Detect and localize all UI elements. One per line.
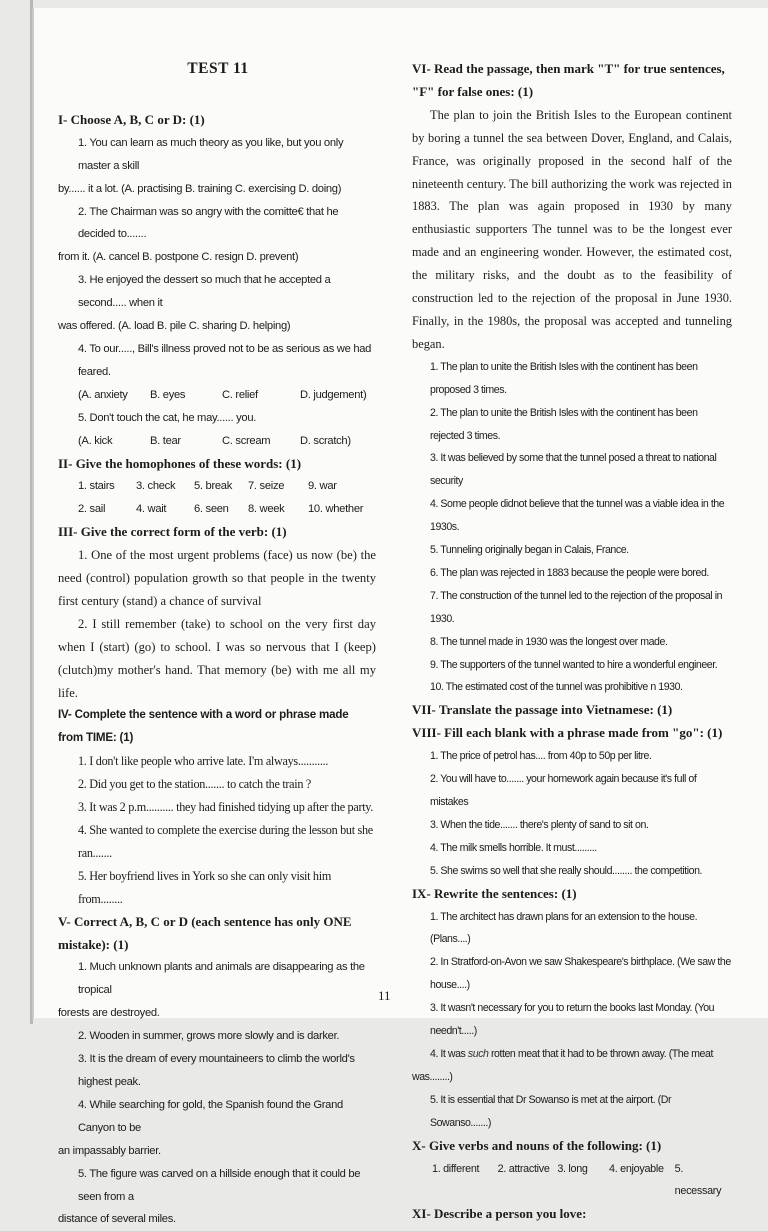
s6-item: 10. The estimated cost of the tunnel was prohibitive n 1930. (430, 681, 683, 694)
s5-q5-line2: distance of several miles. (58, 1213, 176, 1226)
word: 4. wait (136, 503, 167, 516)
word: 5. necessary (674, 1162, 722, 1198)
s4-q3: 3. It was 2 p.m.......... they had finished tidying up after the party. (78, 800, 374, 815)
s4-q2: 2. Did you get to the station....... to catch the train ? (78, 777, 312, 792)
option-a: (A. anxiety (78, 388, 128, 401)
s1-q1-line1: 1. You can learn as much theory as you like, but you only master a skill (78, 136, 344, 172)
right-column (412, 58, 732, 1226)
s3-paragraph-2: 2. I still remember (take) to school on the very first day when I (start) (go) to school. I was so nervous that I (keep)(clutch)my mother's hand. That memory (be) with me all my life. (58, 616, 376, 700)
s5-q5-line1: 5. The figure was carved on a hillside enough that it could be seen from a (78, 1167, 361, 1203)
s6-item: 7. The construction of the tunnel led to the rejection of the proposal in 1930. (430, 589, 723, 625)
s5-q3: 3. It is the dream of every mountaineers to climb the world's highest peak. (78, 1053, 355, 1088)
s6-item: 6. The plan was rejected in 1883 because the people were bored. (430, 566, 709, 579)
word: 5. break (194, 480, 233, 493)
s6-item: 1. The plan to unite the British Isles with the continent has been proposed 3 times. (430, 360, 698, 396)
s1-q1-line2: by...... it a lot. (A. practising B. training C. exercising D. doing) (58, 182, 342, 195)
s6-item: 3. It was believed by some that the tunnel posed a threat to national security (430, 452, 717, 488)
section-9-heading: IX- Rewrite the sentences: (1) (412, 885, 577, 901)
section-3-heading: III- Give the correct form of the verb: (1) (58, 524, 287, 540)
word: 8. week (248, 503, 285, 516)
s4-q4: 4. She wanted to complete the exercise during the lesson but she ran....... (78, 823, 373, 860)
option-c: C. relief (222, 388, 258, 401)
section-8-heading: VIII- Fill each blank with a phrase made from "go": (1) (412, 725, 723, 741)
word: 2. attractive (497, 1162, 550, 1175)
section-6-heading: VI- Read the passage, then mark "T" for true sentences, "F" for false ones: (1) (412, 61, 725, 99)
s5-q1-line2: forests are destroyed. (58, 1007, 160, 1020)
s9-q1: 1. The architect has drawn plans for an extension to the house. (Plans....) (430, 910, 698, 946)
option-b: B. tear (150, 434, 181, 447)
s6-item: 2. The plan to unite the British Isles with the continent has been rejected 3 times. (430, 406, 698, 442)
s9-q4-prefix: 4. It was (430, 1047, 466, 1060)
homophones-row-1 (58, 475, 376, 498)
s6-item: 5. Tunneling originally began in Calais, France. (430, 544, 629, 557)
section-2-heading: II- Give the homophones of these words: (1) (58, 455, 302, 471)
s1-q5-options (58, 430, 376, 453)
word: 10. whether (308, 503, 364, 516)
section-10-heading: X- Give verbs and nouns of the following: (1) (412, 1137, 662, 1153)
section-1-heading: I- Choose A, B, C or D: (1) (58, 111, 205, 127)
word: 6. seen (194, 503, 229, 516)
s3-paragraph-1: 1. One of the most urgent problems (face) us now (be) the need (control) population growth so that people in the twenty first century (stand) a chance of survival (58, 548, 376, 608)
page-binding-edge (30, 0, 33, 1024)
s9-q4-suffix: rotten meat that it had to be thrown away. (The meat (490, 1047, 713, 1060)
word: 7. seize (248, 480, 285, 493)
page-title: TEST 11 (187, 60, 249, 77)
s1-q2-line1: 2. The Chairman was so angry with the comitte€ that he decided to....... (78, 205, 339, 241)
s5-q2: 2. Wooden in summer, grows more slowly and is darker. (78, 1030, 340, 1043)
word: 3. long (557, 1162, 588, 1175)
word: 2. sail (78, 503, 106, 516)
s1-q3-line1: 3. He enjoyed the dessert so much that he accepted a second..... when it (78, 274, 331, 310)
option-a: (A. kick (78, 434, 113, 447)
word: 1. stairs (78, 480, 115, 493)
s8-item: 1. The price of petrol has.... from 40p to 50p per litre. (430, 750, 652, 763)
s9-q3: 3. It wasn't necessary for you to return the books last Monday. (You needn't.....) (430, 1002, 715, 1038)
s5-q1-line1: 1. Much unknown plants and animals are disappearing as the tropical (78, 961, 365, 997)
s9-q5: 5. It is essential that Dr Sowanso is met at the airport. (Dr Sowanso.......) (430, 1093, 672, 1129)
s9-q2: 2. In Stratford-on-Avon we saw Shakespeare's birthplace. (We saw the house....) (430, 956, 731, 992)
s4-q1: 1. I don't like people who arrive late. I'm always........... (78, 754, 329, 769)
s8-item: 5. She swims so well that she really should........ the competition. (430, 864, 703, 877)
s10-words (412, 1158, 732, 1204)
s6-item: 9. The supporters of the tunnel wanted to hire a wonderful engineer. (430, 658, 718, 671)
s8-item: 2. You will have to....... your homework again because it's full of mistakes (430, 773, 697, 808)
s6-item: 4. Some people didnot believe that the tunnel was a viable idea in the 1930s. (430, 498, 725, 534)
section-11-heading: XI- Describe a person you love: (412, 1206, 587, 1222)
word: 9. war (308, 480, 337, 493)
s5-q4-line1: 4. While searching for gold, the Spanish found the Grand Canyon to be (78, 1098, 343, 1134)
word: 1. different (432, 1162, 480, 1175)
left-column (58, 58, 376, 1231)
homophones-row-2 (58, 498, 376, 521)
word: 4. enjoyable (609, 1162, 664, 1175)
s4-q5: 5. Her boyfriend lives in York so she can only visit him from........ (78, 868, 331, 906)
s1-q3-line2: was offered. (A. load B. pile C. sharing D. helping) (58, 320, 291, 333)
s1-q4-line1: 4. To our....., Bill's illness proved not to be as serious as we had feared. (78, 342, 372, 378)
section-4-heading: IV- Complete the sentence with a word or phrase made from TIME: (1) (58, 708, 349, 745)
page-number: 11 (378, 988, 391, 1003)
s8-item: 3. When the tide....... there's plenty of sand to sit on. (430, 818, 649, 831)
word: 3. check (136, 480, 176, 493)
handwritten-answer: such (467, 1047, 489, 1060)
option-b: B. eyes (150, 388, 186, 401)
s6-item: 8. The tunnel made in 1930 was the longest over made. (430, 635, 668, 648)
s6-passage: The plan to join the British Isles to the European continent by boring a tunnel the sea between Dover, England, and Calais, France, was originally proposed in the second half of the nineteenth century. The bill authorizing the work was rejected in 1883. The plan was again proposed in 1930 by many enthusiastic supporters The tunnel was to be the longest ever made and an engineering wonder. However, the estimated cost, the military risks, and the doubt as to the feasibility of construction led to the rejection of the proposal in June 1930. Finally, in the 1980s, the proposal was accepted and tunneling began. (412, 107, 732, 351)
section-5-heading: V- Correct A, B, C or D (each sentence has only ONE mistake): (1) (58, 913, 352, 952)
section-7-heading: VII- Translate the passage into Vietnamese: (1) (412, 702, 673, 718)
option-c: C. scream (222, 434, 271, 447)
option-d: D. judgement) (300, 388, 367, 401)
s1-q2-line2: from it. (A. cancel B. postpone C. resign D. prevent) (58, 251, 299, 264)
s5-q4-line2: an impassably barrier. (58, 1144, 161, 1157)
option-d: D. scratch) (300, 434, 351, 447)
s8-item: 4. The milk smells horrible. It must......... (430, 841, 597, 854)
s9-q4-line1 (412, 1043, 732, 1066)
s9-q4-line2: was........) (412, 1070, 453, 1083)
s1-q5-line1: 5. Don't touch the cat, he may...... you. (78, 411, 257, 424)
s1-q4-options (58, 384, 376, 407)
